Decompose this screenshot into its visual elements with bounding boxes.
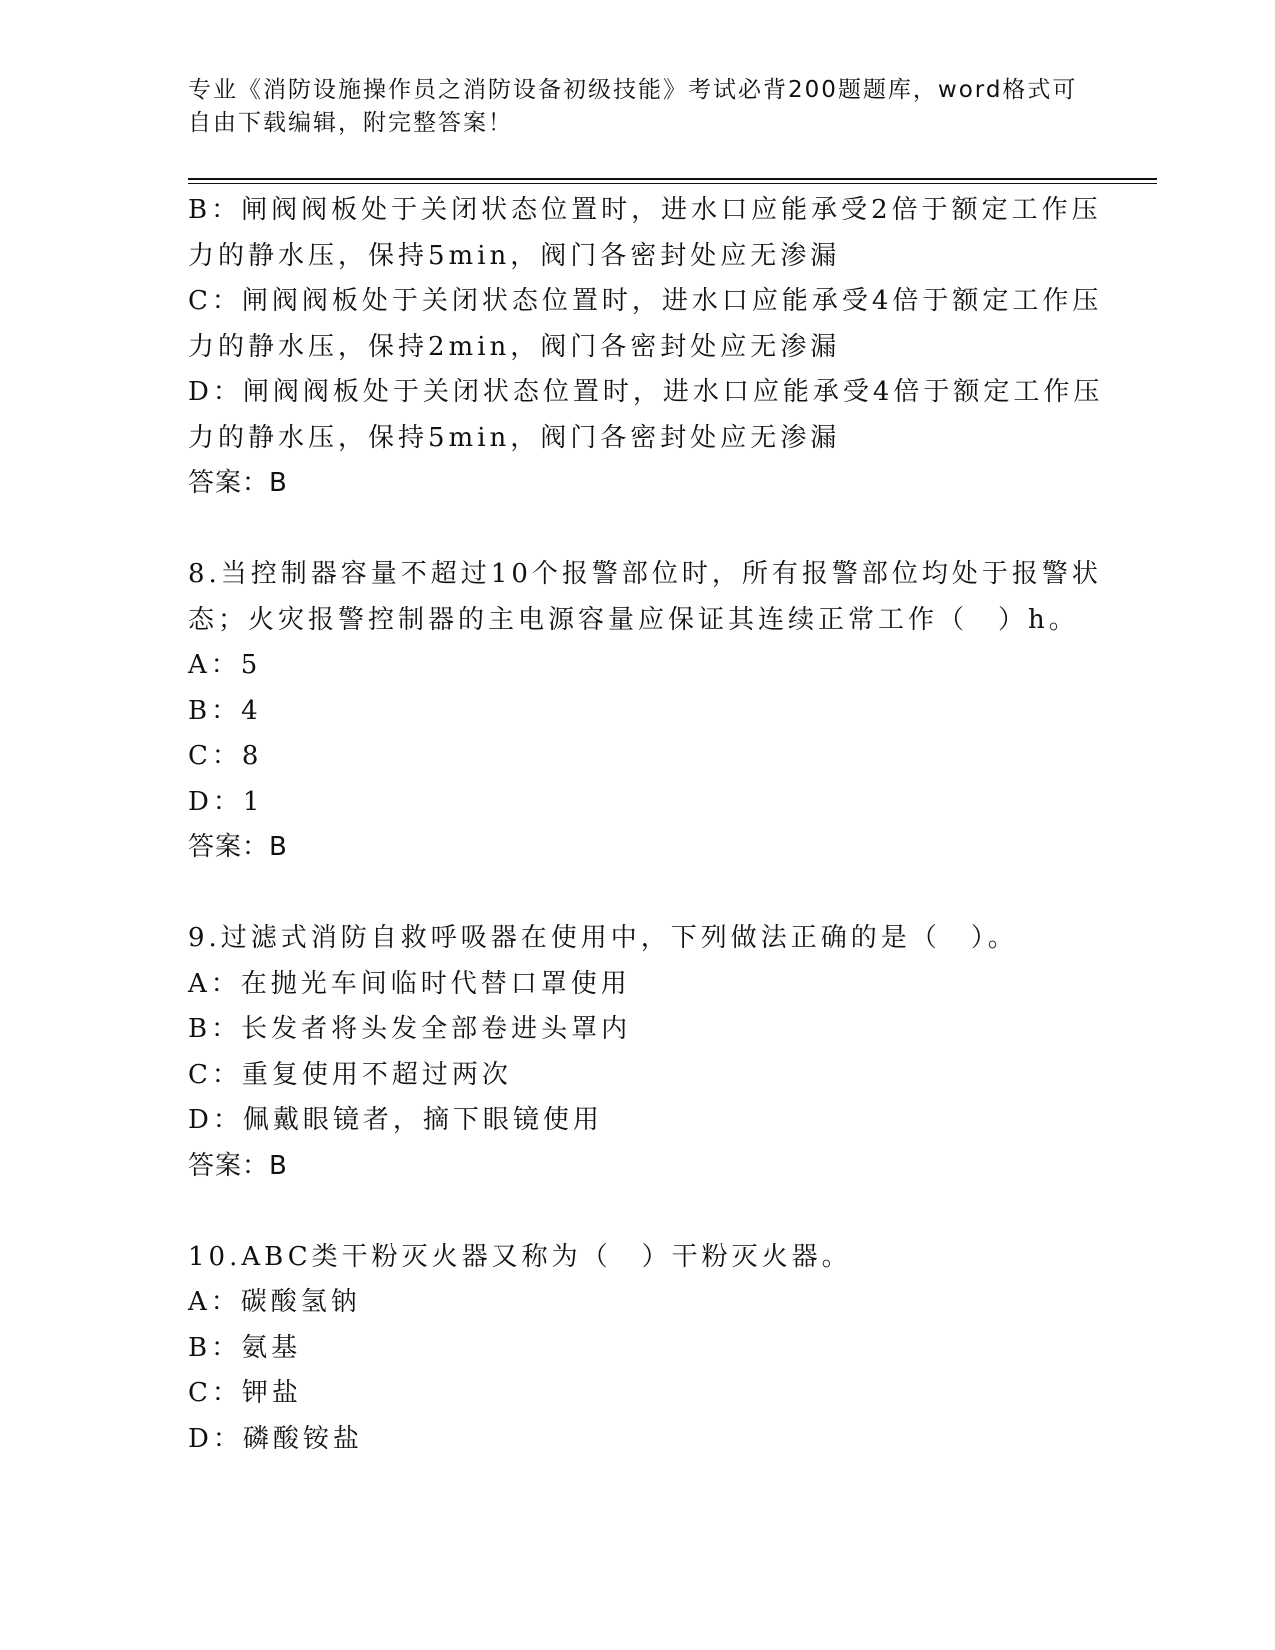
question-text: 8.当控制器容量不超过10个报警部位时，所有报警部位均处于报警状 — [188, 559, 1102, 589]
option-line: B：长发者将头发全部卷进头罩内 — [188, 1014, 632, 1044]
option-line: 力的静水压，保持5min，阀门各密封处应无渗漏 — [188, 240, 841, 271]
spacer — [188, 871, 1088, 917]
header-line-2: 自由下载编辑，附完整答案！ — [188, 110, 513, 136]
option-line: C：钾盐 — [188, 1378, 302, 1408]
option-line: D：磷酸铵盐 — [188, 1423, 363, 1454]
question-text: 9.过滤式消防自救呼吸器在使用中，下列做法正确的是（ ）。 — [188, 923, 1018, 953]
question-text: 10.ABC类干粉灭火器又称为（ ）干粉灭火器。 — [188, 1241, 852, 1272]
option-line: 力的静水压，保持2min，阀门各密封处应无渗漏 — [188, 331, 841, 362]
document-header — [188, 74, 1088, 140]
header-rule-thick — [188, 178, 1157, 180]
option-line: A：在抛光车间临时代替口罩使用 — [188, 968, 631, 999]
option-line: B：氨基 — [188, 1332, 302, 1363]
answer-text: 答案：B — [188, 832, 288, 862]
option-line: B：闸阀阀板处于关闭状态位置时，进水口应能承受2倍于额定工作压 — [188, 195, 1102, 225]
question-item — [188, 1235, 1088, 1463]
option-line: C：闸阀阀板处于关闭状态位置时，进水口应能承受4倍于额定工作压 — [188, 286, 1103, 316]
option-line: C：8 — [188, 741, 263, 771]
option-line: D：1 — [188, 786, 264, 817]
header-rule-thin — [188, 183, 1157, 184]
question-item — [188, 552, 1102, 871]
option-line: B：4 — [188, 695, 262, 726]
question-text: 态；火灾报警控制器的主电源容量应保证其连续正常工作（ ）h。 — [188, 604, 1079, 635]
option-line: A：5 — [188, 650, 262, 680]
spacer — [188, 1189, 1088, 1235]
option-line: D：闸阀阀板处于关闭状态位置时，进水口应能承受4倍于额定工作压 — [188, 377, 1104, 407]
option-line: 力的静水压，保持5min，阀门各密封处应无渗漏 — [188, 422, 841, 453]
answer-text: 答案：B — [188, 1150, 288, 1181]
answer-text: 答案：B — [188, 468, 288, 498]
question-list — [188, 188, 1104, 1462]
spacer — [188, 507, 1088, 553]
question-item — [188, 188, 1104, 507]
option-line: D：佩戴眼镜者，摘下眼镜使用 — [188, 1105, 603, 1135]
header-line-1: 专业《消防设施操作员之消防设备初级技能》考试必背200题题库，word格式可 — [188, 77, 1078, 103]
question-item — [188, 916, 1088, 1189]
option-line: C：重复使用不超过两次 — [188, 1059, 512, 1090]
option-line: A：碳酸氢钠 — [188, 1287, 361, 1317]
